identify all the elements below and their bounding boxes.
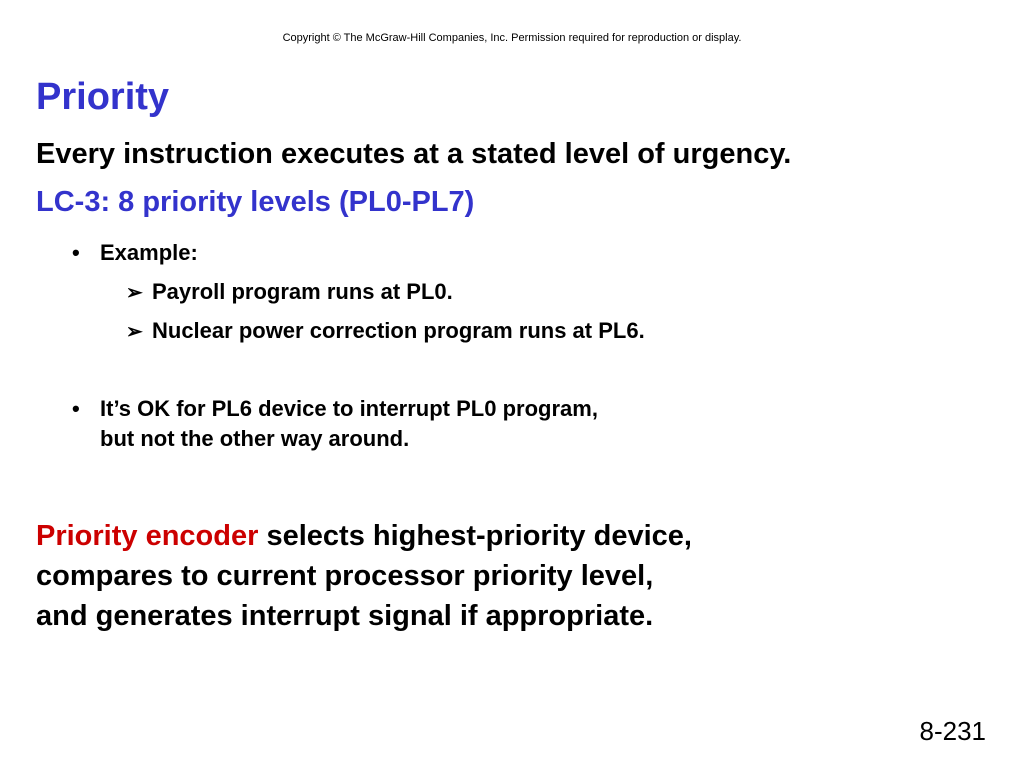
bullet-dot-icon: • <box>72 240 80 265</box>
bullet-interrupt-text: It’s OK for PL6 device to interrupt PL0 program, <box>100 396 598 421</box>
priority-encoder-paragraph <box>36 516 692 636</box>
copyright-notice: Copyright © The McGraw-Hill Companies, Inc. Permission required for reproduction or display. <box>282 32 742 44</box>
bullet-example <box>72 240 198 266</box>
priority-encoder-highlight: Priority encoder <box>36 520 259 552</box>
urgency-statement: Every instruction executes at a stated level of urgency. <box>36 138 792 170</box>
subitem-nuclear-text: Nuclear power correction program runs at PL6. <box>152 318 645 343</box>
subitem-payroll-text: Payroll program runs at PL0. <box>152 279 453 304</box>
slide-number: 8-231 <box>919 716 986 746</box>
encoder-line-2: compares to current processor priority level, <box>36 560 654 592</box>
encoder-line-3: and generates interrupt signal if appropriate. <box>36 600 654 632</box>
lc3-priority-levels: LC-3: 8 priority levels (PL0-PL7) <box>36 186 475 218</box>
subitem-payroll <box>126 279 453 305</box>
encoder-line-1 <box>36 516 692 556</box>
encoder-line-1-rest: selects highest-priority device, <box>258 520 692 552</box>
arrow-right-icon: ➢ <box>126 282 143 304</box>
bullet-dot-icon: • <box>72 396 80 421</box>
bullet-interrupt-ok <box>72 396 598 452</box>
bullet-interrupt-continuation: but not the other way around. <box>100 426 410 451</box>
arrow-right-icon: ➢ <box>126 321 143 343</box>
bullet-example-text: Example: <box>100 240 198 265</box>
slide-title: Priority <box>36 76 170 118</box>
subitem-nuclear <box>126 318 645 344</box>
